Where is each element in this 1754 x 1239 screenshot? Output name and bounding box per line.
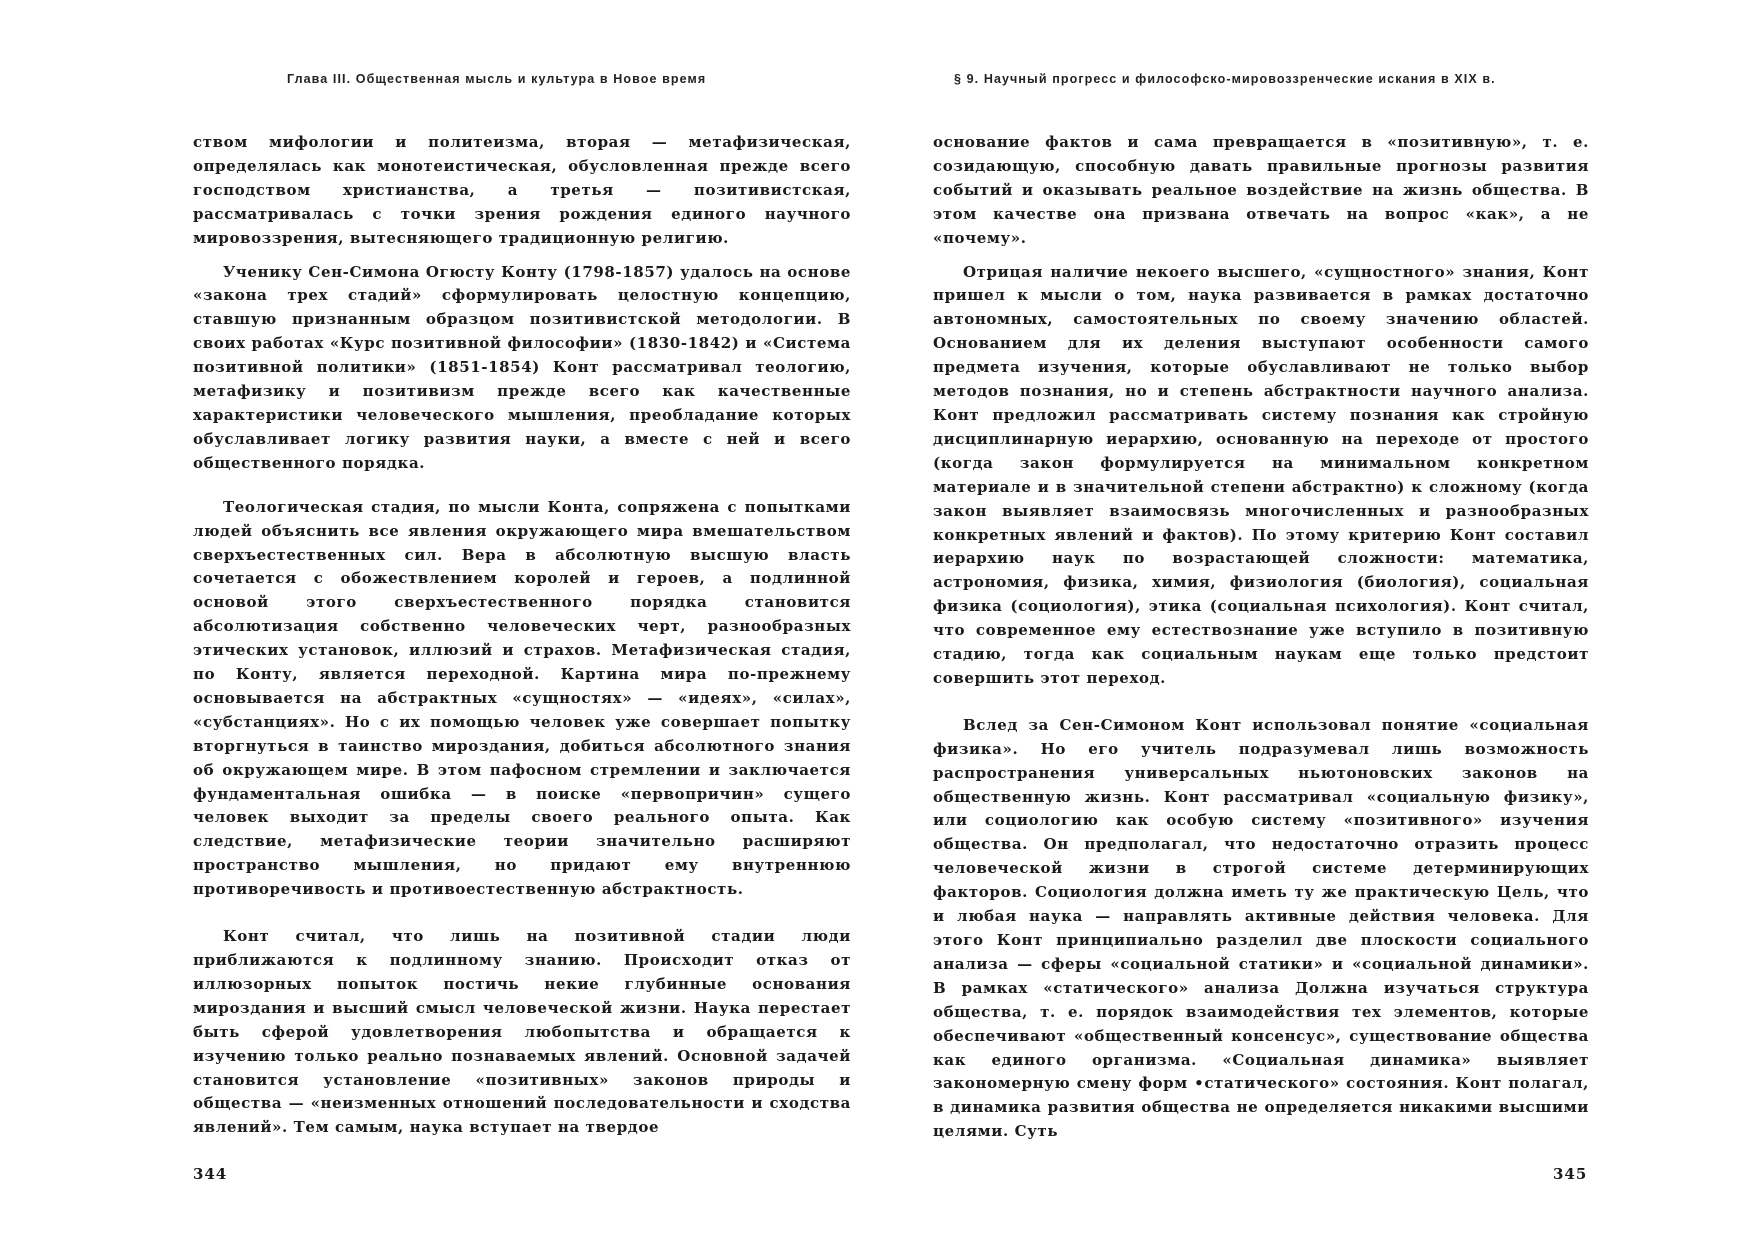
- paragraph: ством мифологии и политеизма, вторая — метафизическая, определялась как монотеистическая, обусловленная прежде всего господством христианства, а третья — позитивистская, рассматривалась с точки зрения рождения единого научного мировоззрения, вытесняющего традиционную религию.: [193, 133, 851, 247]
- right-page: [877, 0, 1754, 1239]
- paragraph: Вслед за Сен-Симоном Конт использовал понятие «социальная физика». Но его учитель подразумевал лишь возможность распространения универсальных ньютоновских законов на общественную жизнь. Конт рассматривал «социальную физику», или социологию как особую систему «позитивного» изучения общества. Он предполагал, что недостаточно отразить процесс человеческой жизни в строгой системе детерминирующих факторов. Социология должна иметь ту же практическую Цель, что и любая наука — направлять активные действия человека. Для этого Конт принципиально разделил две плоскости социального анализа — сферы «социальной статики» и «социальной динамики». В рамках «статического» анализа Должна изучаться структура общества, т. е. порядок взаимодействия тех элементов, которые обеспечивают «общественный консенсус», существование общества как единого организма. «Социальная динамика» выявляет закономерную смену форм •статического» состояния. Конт полагал, в динамика развития общества не определяется никакими высшими целями. Суть: [933, 715, 1589, 1141]
- body-text-right: [933, 131, 1589, 1144]
- paragraph: Ученику Сен-Симона Огюсту Конту (1798-1857) удалось на основе «закона трех стадий» сформулировать целостную концепцию, ставшую признанным образцом позитивистской методологии. В своих работах «Курс позитивной философии» (1830-1842) и «Система позитивной политики» (1851-1854) Конт рассматривал теологию, метафизику и позитивизм прежде всего как качественные характеристики человеческого мышления, преобладание которых обуславливает логику развития науки, а вместе с ней и всего общественного порядка.: [193, 262, 851, 472]
- paragraph: Теологическая стадия, по мысли Конта, сопряжена с попытками людей объяснить все явления окружающего мира вмешательством сверхъестественных сил. Вера в абсолютную высшую власть сочетается с обожествлением королей и героев, а подлинной основой этого сверхъестественного порядка становится абсолютизация собственно человеческих черт, разнообразных этических установок, иллюзий и страхов. Метафизическая стадия, по Конту, является переходной. Картина мира по-прежнему основывается на абстрактных «сущностях» — «идеях», «силах», «субстанциях». Но с их помощью человек уже совершает попытку вторгнуться в таинство мироздания, добиться абсолютного знания об окружающем мире. В этом пафосном стремлении и заключается фундаментальная ошибка — в поиске «первопричин» сущего человек выходит за пределы своего реального опыта. Как следствие, метафизические теории значительно расширяют пространство мышления, но придают ему внутреннюю противоречивость и противоестественную абстрактность.: [193, 497, 851, 899]
- running-head-left: Глава III. Общественная мысль и культура в Новое время: [287, 72, 707, 86]
- page-number-right: 345: [1553, 1165, 1588, 1183]
- body-text-left: [193, 131, 851, 1140]
- running-head-right: § 9. Научный прогресс и философско-мировоззренческие искания в XIX в.: [954, 72, 1496, 86]
- page-number-left: 344: [193, 1165, 228, 1183]
- paragraph: Отрицая наличие некоего высшего, «сущностного» знания, Конт пришел к мысли о том, наука развивается в рамках достаточно автономных, самостоятельных по своему значению областей. Основанием для их деления выступают особенности самого предмета изучения, которые обуславливают не только выбор методов познания, но и степень абстрактности научного анализа. Конт предложил рассматривать систему познания как стройную дисциплинарную иерархию, основанную на переходе от простого (когда закон формулируется на минимальном конкретном материале и в значительной степени абстрактно) к сложному (когда закон выявляет взаимосвязь многочисленных и разнообразных конкретных явлений и фактов). По этому критерию Конт составил иерархию наук по возрастающей сложности: математика, астрономия, физика, химия, физиология (биология), социальная физика (социология), этика (социальная психология). Конт считал, что современное ему естествознание уже вступило в позитивную стадию, тогда как социальным наукам еще только предстоит совершить этот переход.: [933, 262, 1589, 687]
- paragraph: основание фактов и сама превращается в «позитивную», т. е. созидающую, способную давать правильные прогнозы развития событий и оказывать реальное воздействие на жизнь общества. В этом качестве она призвана отвечать на вопрос «как», а не «почему».: [933, 133, 1589, 247]
- paragraph: Конт считал, что лишь на позитивной стадии люди приближаются к подлинному знанию. Происходит отказ от иллюзорных попыток постичь некие глубинные основания мироздания и высший смысл человеческой жизни. Наука перестает быть сферой удовлетворения любопытства и обращается к изучению только реально познаваемых явлений. Основной задачей становится установление «позитивных» законов природы и общества — «неизменных отношений последовательности и сходства явлений». Тем самым, наука вступает на твердое: [193, 927, 851, 1137]
